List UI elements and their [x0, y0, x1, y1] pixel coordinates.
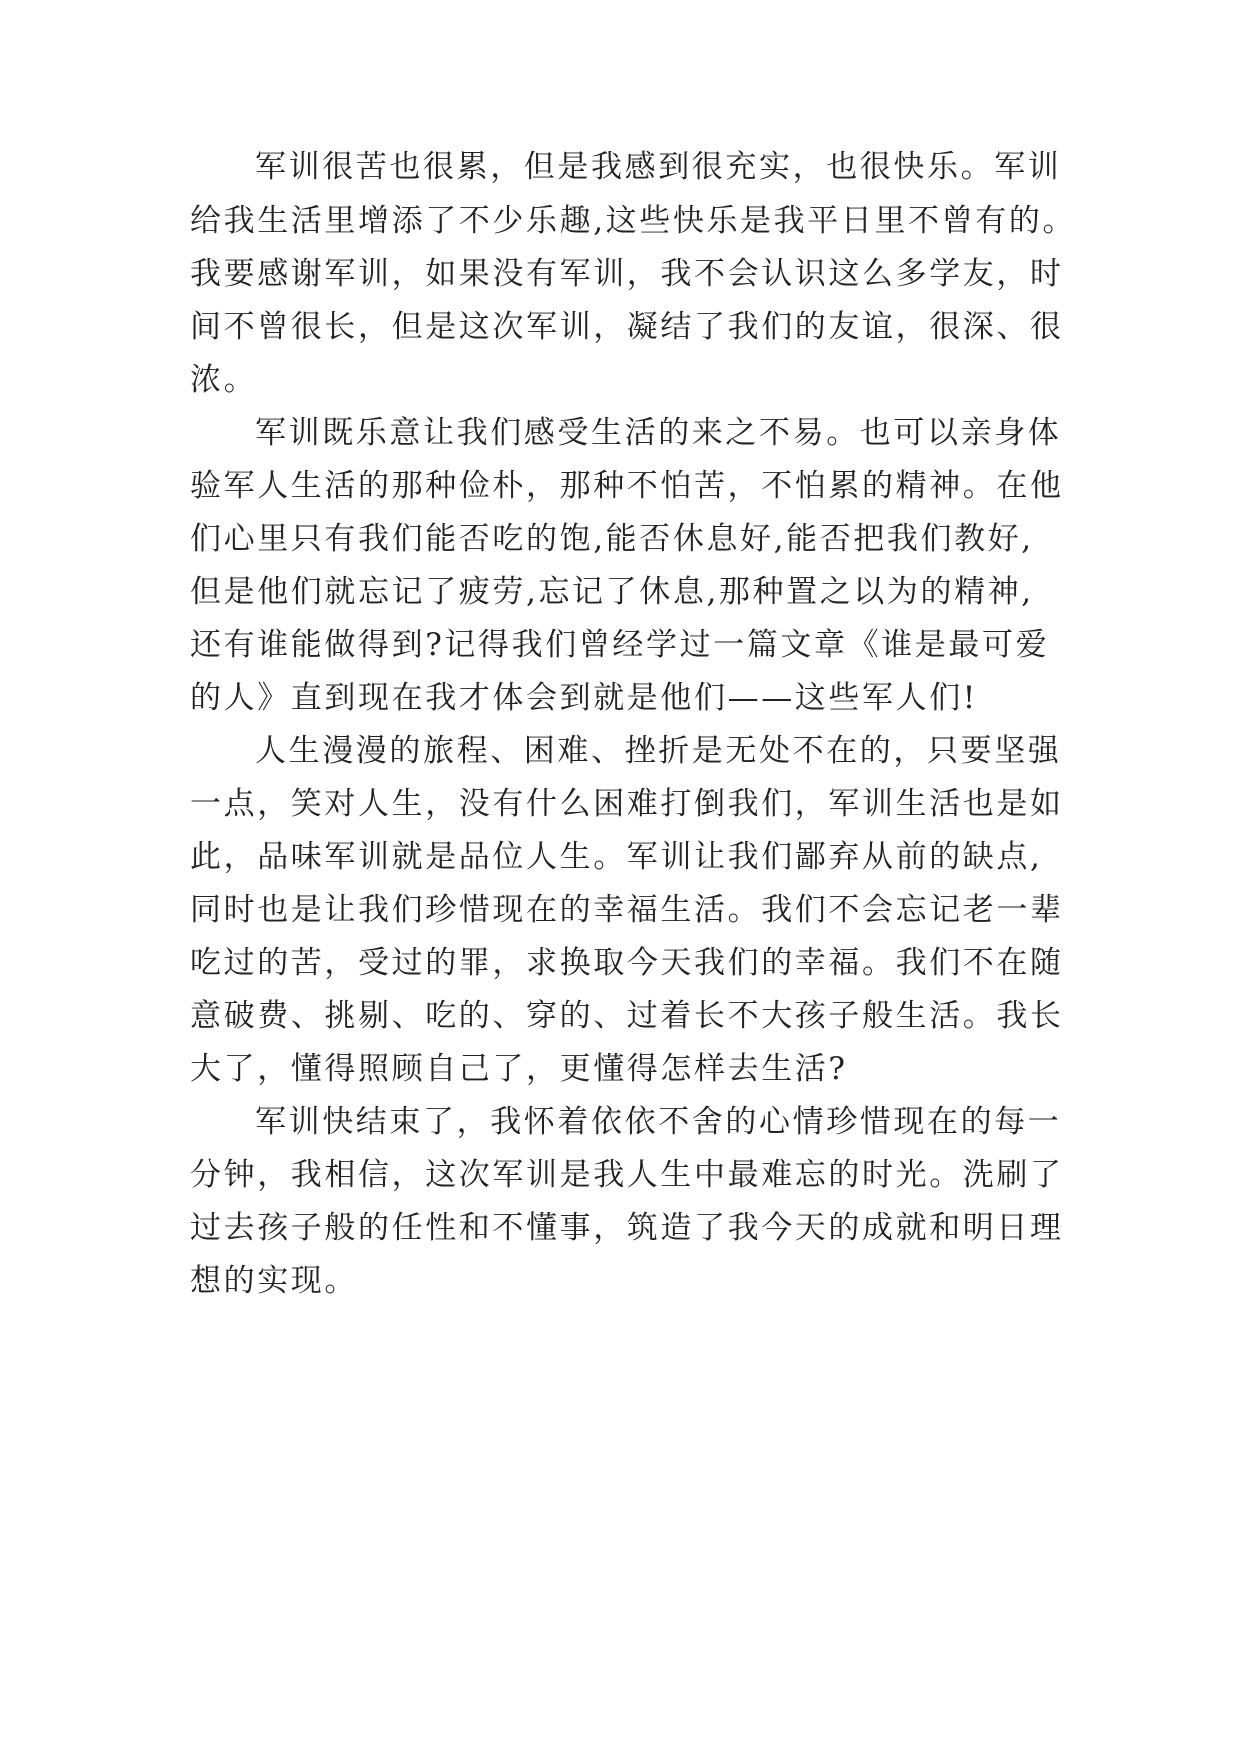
paragraph-4-line-2: 分钟，我相信，这次军训是我人生中最难忘的时光。洗刷了 — [190, 1157, 1064, 1193]
paragraph-3-line-3: 此，品味军训就是品位人生。军训让我们鄙弃从前的缺点, — [190, 839, 1043, 875]
paragraph-3-line-6: 意破费、挑剔、吃的、穿的、过着长不大孩子般生活。我长 — [190, 998, 1064, 1034]
paragraph-1-line-2: 给我生活里增添了不少乐趣,这些快乐是我平日里不曾有的。 — [190, 203, 1077, 239]
paragraph-4-line-3: 过去孩子般的任性和不懂事，筑造了我今天的成就和明日理 — [190, 1210, 1064, 1246]
paragraph-2-line-5: 还有谁能做得到?记得我们曾经学过一篇文章《谁是最可爱 — [190, 627, 1050, 663]
paragraph-3-line-7: 大了，懂得照顾自己了，更懂得怎样去生活? — [190, 1051, 848, 1087]
paragraph-3-line-1: 人生漫漫的旅程、困难、挫折是无处不在的，只要坚强 — [255, 733, 1062, 769]
paragraph-3-line-2: 一点，笑对人生，没有什么困难打倒我们，军训生活也是如 — [190, 786, 1064, 822]
paragraph-3-line-5: 吃过的苦，受过的罪，求换取今天我们的幸福。我们不在随 — [190, 945, 1064, 981]
paragraph-2-line-2: 验军人生活的那种俭朴，那种不怕苦，不怕累的精神。在他 — [190, 468, 1064, 504]
paragraph-3-line-4: 同时也是让我们珍惜现在的幸福生活。我们不会忘记老一辈 — [190, 892, 1064, 928]
paragraph-1-line-4: 间不曾很长，但是这次军训，凝结了我们的友谊，很深、很 — [190, 309, 1064, 345]
paragraph-2-line-4: 但是他们就忘记了疲劳,忘记了休息,那种置之以为的精神, — [190, 574, 1034, 610]
paragraph-2-line-1: 军训既乐意让我们感受生活的来之不易。也可以亲身体 — [255, 415, 1062, 451]
paragraph-4-line-4: 想的实现。 — [190, 1263, 358, 1299]
paragraph-2-line-3: 们心里只有我们能否吃的饱,能否休息好,能否把我们教好, — [190, 521, 1034, 557]
paragraph-4-line-1: 军训快结束了，我怀着依依不舍的心情珍惜现在的每一 — [255, 1104, 1062, 1140]
paragraph-1-line-5: 浓。 — [190, 362, 258, 398]
paragraph-2-line-6: 的人》直到现在我才体会到就是他们——这些军人们! — [190, 680, 978, 716]
paragraph-1-line-1: 军训很苦也很累，但是我感到很充实，也很快乐。军训 — [255, 149, 1062, 185]
paragraph-1-line-3: 我要感谢军训，如果没有军训，我不会认识这么多学友，时 — [190, 256, 1064, 292]
